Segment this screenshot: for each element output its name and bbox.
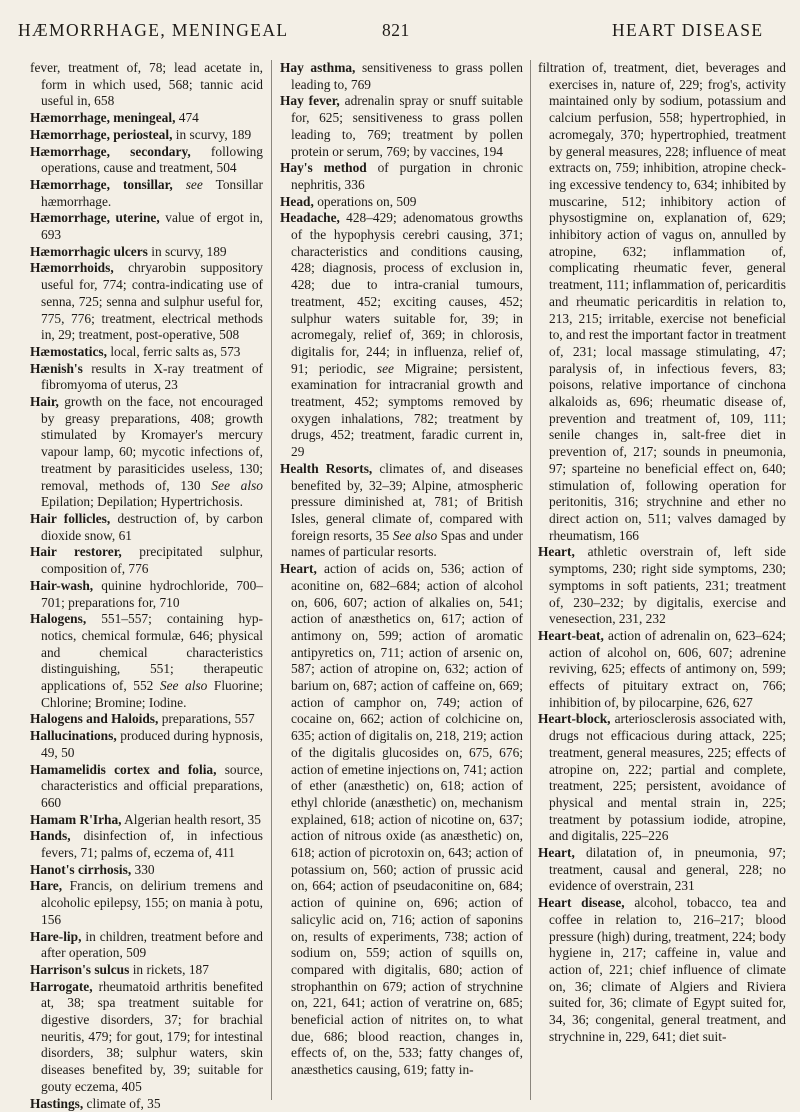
index-entry: [30, 544, 263, 577]
entry-headword: Hæmorrhoids,: [30, 260, 114, 276]
entry-see-also: See also: [200, 477, 263, 493]
index-entry: [30, 728, 263, 761]
entry-headword: Heart,: [538, 845, 575, 861]
index-entry: [538, 895, 786, 1045]
entry-text: operations on, 509: [313, 193, 417, 209]
entry-headword: Hæmorrhagic ulcers: [30, 243, 148, 259]
column-divider: [271, 60, 272, 1100]
index-entry: [280, 160, 523, 193]
entry-headword: Harrogate,: [30, 978, 93, 994]
header-left-title: HÆMORRHAGE, MENINGEAL: [18, 20, 289, 40]
index-entry: [30, 394, 263, 511]
index-entry: [280, 561, 523, 1079]
entry-text: precipitated sulphur, composition of, 776: [41, 544, 263, 577]
entry-text: chryarobin suppository useful for, 774; contra-indicating use of senna, 725; senna and sulphur useful for, 775, 776; treatment, electrical methods in, 29; treatment, post-operative, 508: [41, 260, 263, 343]
entry-text: Epilation; Depilation; Hypertrichosis.: [41, 494, 243, 510]
entry-see-also: See also: [389, 527, 438, 543]
entry-text: of purgation in chronic nephritis, 336: [291, 160, 523, 192]
index-column-3: [538, 60, 786, 1100]
entry-text: 474: [175, 110, 199, 126]
entry-text: quinine hydrochloride, 700–701; preparations for, 710: [41, 577, 263, 610]
entry-text: fever, treatment of, 78; lead acetate in, form in which used, 568; tannic acid useful in, 658: [30, 60, 263, 109]
entry-headword: Headache,: [280, 210, 340, 226]
entry-headword: Heart-beat,: [538, 627, 604, 643]
header-right-title: HEART DISEASE: [612, 20, 764, 40]
index-entry: [30, 762, 263, 812]
index-entry: [30, 260, 263, 344]
entry-headword: Hair-wash,: [30, 577, 94, 593]
entry-headword: Hæmorrhage, periosteal,: [30, 126, 173, 142]
entry-text: Spas and under names of particular resorts.: [291, 527, 523, 560]
entry-text: action of acids on, 536; action of aconitine on, 682–684; action of alcohol on, 606, 607; action of alkalies on, 541; action of anæsthetics on, 617; action of antimony on, 599; action of aromatic antipyretics on, 711; action of arsenic on, 587; action of atropine on, 632; action of barium on, 687; action of caffeine on, 669; action of camphor on, 749; action of cocaine on, 662; action of colchicine on, 635; action of digitalis on, 218, 219; action of the digitalis glucosides on, 675, 676; action of emetine injections on, 741; action of ether (anæsthetic) on, 618; action of ethyl chloride (anæsthetic) on, mechanism explained, 618; action of nicotine on, 637; action of nitrous oxide (as anæsthetic) on, 618; action of picrotoxin on, 643; action of potassium on, 560; action of prussic acid on, 664; action of pseudaconitine on, 684; action of quinine on, 696; action of salicylic acid on, 716; action of saponins on, results of experiments, 738; action of sodium on, 559; action of squills on, compared with digitalis, 680; action of strophanthin on 679; action of strychnine on, 221, 641; action of veratrine on, 685; beneficial action of nitrites on, to what due, 686; blood reaction, changes in, effects of, on the, 533; fatty changes of, anæsthetics causing, 619; fatty in-: [291, 561, 523, 1078]
index-entry: [30, 110, 263, 127]
entry-text: growth on the face, not encouraged by greasy preparations, 408; growth stimulated by Kromayer's mercury vapour lamp, 60; mycotic infections of, treatment by parasiticides useless, 130; removal, methods of, 130: [41, 394, 263, 493]
entry-headword: Head,: [280, 193, 314, 209]
entry-text: climates of, and diseases benefited by, 32–39; Alpine, atmospheric pressure diminished at, 781; of British Isles, general climate of, compared with foreign resorts, 35: [291, 460, 523, 543]
entry-headword: Hæmorrhage, tonsillar,: [30, 176, 173, 192]
index-entry: [30, 60, 263, 110]
entry-text: in rickets, 187: [129, 961, 209, 977]
entry-headword: Heart,: [280, 561, 317, 577]
entry-text: adrenalin spray or snuff suitable for, 625; sensitiveness to grass pollen leading to, 769; treatment by pollen protein or serum, 769; by vaccines, 194: [291, 93, 523, 159]
entry-text: Fluorine; Chlorine; Bromine; Iodine.: [41, 678, 263, 710]
index-entry: [30, 929, 263, 962]
entry-see-also: see: [366, 360, 394, 376]
entry-headword: Hæmorrhage, uterine,: [30, 210, 160, 226]
entry-text: climate of, 35: [83, 1095, 161, 1111]
entry-headword: Hamam R'Irha,: [30, 811, 122, 827]
entry-text: preparations, 557: [158, 711, 255, 727]
entry-see-also: see: [185, 176, 203, 192]
entry-text: sensitiveness to grass pollen leading to, 769: [291, 60, 523, 92]
entry-headword: Hay fever,: [280, 93, 340, 109]
entry-headword: Hair,: [30, 394, 59, 410]
entry-text: in scurvy, 189: [172, 126, 252, 142]
entry-headword: Hare,: [30, 878, 63, 894]
entry-headword: Heart-block,: [538, 711, 611, 727]
entry-headword: Hair follicles,: [30, 510, 111, 526]
index-entry: [280, 461, 523, 561]
entry-text: destruction of, by carbon dioxide snow, 61: [41, 510, 263, 543]
index-entry: [30, 828, 263, 861]
index-entry: [30, 177, 263, 210]
index-column-1: [30, 60, 264, 1111]
entry-text: alcohol, tobacco, tea and coffee in relation to, 216–217; blood pressure (high) during, treatment, 224; body hygiene in, 217; caffeine in, value and action of, 221; chief influence of climate on, 36; climate of Algiers and Riviera suited for, 36; climate of Egypt suited for, 34, 36; congenital, general treatment, and strychnine in, 229, 641; diet suit-: [549, 895, 787, 1044]
entry-headword: Hallucinations,: [30, 728, 117, 744]
entry-headword: Heart disease,: [538, 895, 625, 911]
entry-text: following operations, cause and treatment, 504: [41, 143, 263, 176]
entry-text: local, ferric salts as, 573: [106, 343, 241, 359]
index-entry: [30, 979, 263, 1096]
entry-see-also: See also: [153, 678, 208, 694]
entry-text: Algerian health resort, 35: [121, 811, 261, 827]
entry-text: action of adrenalin on, 623–624; action of alcohol on, 606, 607; adrenine reviving, 625; effects of antimony on, 599; effects of pituitary extract on, 766; inhibition of, by pilocarpine, 626, 627: [549, 627, 786, 710]
entry-text: Francis, on delirium tremens and alcoholic epilepsy, 155; on mania à potu, 156: [41, 878, 263, 927]
entry-text: [173, 177, 186, 192]
entry-headword: Hæmorrhage, meningeal,: [30, 110, 176, 126]
entry-text: source, characteristics and official preparations, 660: [41, 761, 263, 810]
index-entry: [30, 361, 263, 394]
index-entry: [30, 812, 263, 829]
index-entry: [30, 711, 263, 728]
entry-text: rheumatoid arthritis benefited at, 38; spa treatment suitable for digestive disorders, 37; for brachial neuritis, 479; for gout, 179; for intestinal disorders, 38; sulphur waters, skin diseases benefited by, 39; suitable for gouty eczema, 405: [41, 978, 263, 1094]
entry-text: results in X-ray treatment of fibromyoma of uterus, 23: [41, 360, 263, 393]
entry-text: value of ergot in, 693: [41, 210, 263, 243]
entry-text: arteriosclerosis associated with, drugs not efficacious during attack, 225; treatment, general measures, 225; effects of atropine on, 222; partial and complete, treatment, 225; persistent, avoidance of physical and mental strain in, 225; treatment by potassium iodide, atropine, and digitalis, 225–226: [549, 711, 786, 844]
entry-headword: Harrison's sulcus: [30, 961, 130, 977]
index-entry: [538, 544, 786, 628]
entry-text: filtration of, treatment, diet, beverages and exercises in, nature of, 229; frog's, activity maintained only by sodium, potassium and calcium perfusion, 558; hypertrophied, in acromegaly, 370; hypertrophied, treatment by general measures, 228; influence of meat extracts on, 759; inhibition, atropine check-ing excessive tendency to, 634; inhibited by muscarine, 512; inhibitory action of physostigmine on, explanation of, 629; inhibitory action of vagus on, annulled by atropine, 632; inflammation of, complicating rheumatic fever, general treatment, 111; inflammation of, pericarditis and rheumatic pericarditis in relation to, 213, 215; irritable, exercise not beneficial to, and rest the important factor in treatment of, 231; local massage stimulating, 47; paralysis of, in infectious fevers, 83; poisons, relative importance of cinchona alkaloids as, 696; rheumatic disease of, prevention and treatment of, 109, 111; senile changes in, salt-free diet in prevention of, 217; sounds in pneumonia, 97; sparteine no beneficial effect on, 640; stimulation of, following operation for peritonitis, 316; strychnine and ether no direct action on, 511; valves damaged by rheumatism, 166: [538, 60, 786, 543]
index-entry: [280, 93, 523, 160]
index-entry: [280, 194, 523, 211]
index-entry: [30, 862, 263, 879]
entry-text: in children, treatment before and after operation, 509: [41, 928, 263, 961]
entry-headword: Hæmorrhage, secondary,: [30, 143, 191, 159]
entry-text: Tonsillar hæmorrhage.: [41, 176, 264, 209]
entry-text: disinfection of, in infectious fevers, 71; palms of, eczema of, 411: [41, 828, 263, 861]
entry-headword: Halogens and Haloids,: [30, 711, 159, 727]
entry-text: in scurvy, 189: [147, 243, 227, 259]
index-entry: [538, 711, 786, 845]
entry-text: 330: [131, 861, 155, 877]
entry-headword: Hare-lip,: [30, 928, 82, 944]
entry-headword: Hay's method: [280, 160, 367, 176]
index-entry: [538, 60, 786, 544]
index-column-2: [280, 60, 523, 1100]
index-entry: [30, 578, 263, 611]
index-entry: [538, 628, 786, 712]
index-entry: [30, 244, 263, 261]
index-entry: [30, 344, 263, 361]
index-entry: [30, 127, 263, 144]
index-entry: [30, 962, 263, 979]
entry-text: dilatation of, in pneumonia, 97; treatment, causal and general, 228; no evidence of overstrain, 231: [549, 845, 786, 894]
entry-headword: Heart,: [538, 544, 575, 560]
index-entry: [30, 1096, 263, 1112]
entry-headword: Halogens,: [30, 611, 87, 627]
index-entry: [30, 210, 263, 243]
entry-text: 428–429; adenomatous growths of the hypophysis cerebri causing, 371; characteristics and conditions causing, 428; diagnosis, process of exclusion in, 428; due to intra-cranial tumours, treatment, 452; exciting causes, 452; sulphur waters suitable for, 39; in acromegaly, relief of, 369; in chlorosis, digitalis for, 244; in influenza, relief of, 91; periodic,: [291, 210, 523, 376]
entry-headword: Hænish's: [30, 360, 83, 376]
running-header: [0, 0, 800, 62]
page-number: 821: [382, 20, 410, 40]
entry-headword: Hay asthma,: [280, 60, 356, 75]
entry-headword: Health Resorts,: [280, 460, 373, 476]
entry-headword: Hair restorer,: [30, 544, 122, 560]
index-entry: [280, 60, 523, 93]
entry-headword: Hands,: [30, 828, 71, 844]
column-divider: [530, 60, 531, 1100]
index-entry: [30, 611, 263, 711]
entry-text: Migraine; persistent, examination for intracranial growth and treatment, 452; symptoms removed by oxygen inhalations, 782; treatment by drugs, 452; treatment, faradic current in, 29: [291, 360, 523, 460]
index-entry: [30, 511, 263, 544]
index-entry: [538, 845, 786, 895]
entry-text: produced during hypnosis, 49, 50: [41, 728, 263, 760]
entry-headword: Hastings,: [30, 1095, 84, 1111]
entry-text: athletic overstrain of, left side symptoms, 230; right side symptoms, 230; symptoms in soft patients, 231; treatment of, 230–232; by digitalis, exercise and venesection, 231, 232: [549, 544, 786, 627]
index-entry: [30, 878, 263, 928]
index-entry: [280, 210, 523, 461]
entry-headword: Hamamelidis cortex and folia,: [30, 761, 217, 777]
entry-headword: Hanot's cirrhosis,: [30, 861, 132, 877]
entry-headword: Hæmostatics,: [30, 343, 107, 359]
entry-text: 551–557; containing hyp-notics, chemical formulæ, 646; physical and chemical characteristics distinguishing, 551; therapeutic applications of, 552: [41, 611, 263, 694]
index-entry: [30, 144, 263, 177]
